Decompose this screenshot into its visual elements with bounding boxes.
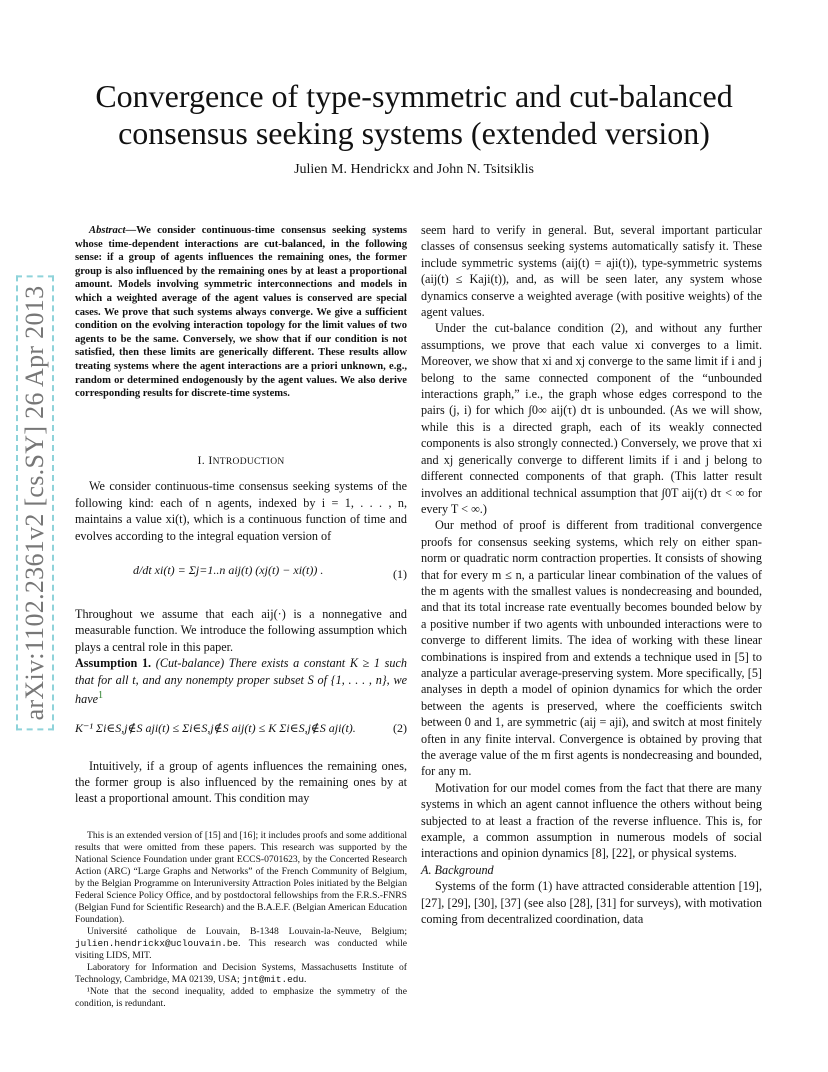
right-column	[421, 222, 762, 927]
footnote-funding: This is an extended version of [15] and [16]; it includes proofs and some additional results that were omitted from these papers. This research was supported by the National Science Foundation under grant ECCS-0701623, by the Concerted Research Action (ARC) “Large Graphs and Networks” of the French Community of Belgium, by the Belgian Programme on Interuniversity Attraction Poles initiated by the Belgian Federal Science Policy Office, and by postdoctoral fellowships from the F.R.S.-FNRS (Belgian Fund for Scientific Research) and the B.A.E.F. (Belgian American Education Foundation).	[75, 830, 407, 925]
abstract-text: —We consider continuous-time consensus seeking systems whose time-dependent interactions are cut-balanced, in the following sense: if a group of agents influences the remaining ones, the former group is also influenced by the remaining ones by at least a proportional amount. Models involving symmetric interconnections and models in which a weighted average of the agent values is conserved are special cases. We prove that such systems always converge. We give a sufficient condition on the evolving interaction topology for the limit values of two agents to be the same. Conversely, we show that if our condition is not satisfied, then these limits are generically different. These results allow treating systems where the agent interactions are a priori unknown, e.g., random or determined endogenously by the agent values. We also derive corresponding results for discrete-time systems.	[75, 225, 407, 400]
assumption-1	[75, 655, 407, 707]
section-introduction	[75, 452, 407, 807]
assumption-text: (Cut-balance) There exists a constant K ≥ 1 such that for all t, and any nonempty proper subset S of {1, . . . , n}, we have	[75, 656, 408, 707]
intro-paragraph-1: We consider continuous-time consensus seeking systems of the following kind: each of n agents, indexed by i = 1, . . . , n, maintains a value xi(t), which is a continuous function of time and evolves according to the integral equation version of	[75, 479, 407, 543]
footnote-marker[interactable]: 1	[98, 690, 104, 702]
right-paragraph-5: Systems of the form (1) have attracted considerable attention [19], [27], [29], [30], [37] (see also [28], [31] for surveys), with motivation coming from decentralized coordination, data	[421, 879, 762, 927]
footnote-affiliation-2: Laboratory for Information and Decision Systems, Massachusetts Institute of Technology, Cambridge, MA 02139, USA; jnt@mit.edu.	[75, 962, 407, 985]
right-paragraph-4: Motivation for our model comes from the fact that there are many systems in which an agent cannot influence the others without being subjected to at least a fraction of the reverse influence. This is, for example, a common assumption in numerous models of social interactions and opinion dynamics [8], [22], or physical systems.	[421, 780, 762, 861]
section-heading: I. INTRODUCTION	[197, 453, 285, 467]
equation-1-number: (1)	[393, 567, 407, 582]
right-paragraph-2: Under the cut-balance condition (2), and without any further assumptions, we prove that each value xi converges to a limit. Moreover, we show that xi and xj converge to the same limit if i and j belong to the same connected component of the “unbounded interactions graph,” i.e., the graph whose edges correspond to the pairs (j, i) for which ∫0∞ aij(τ) dτ is unbounded. (As we will show, while this is a directed graph, each of its weakly connected components is also strongly connected.) Conversely, we prove that xi and xj generically converge to different limits if i and j belong to different connected components of that graph. (This latter result involves an additional technical assumption that ∫0T aij(τ) dτ < ∞ for every T < ∞.)	[421, 321, 762, 516]
intro-paragraph-2: Throughout we assume that each aij(·) is a nonnegative and measurable function. We introduce the following assumption which plays a central role in this paper.	[75, 607, 407, 654]
paper-authors: Julien M. Hendrickx and John N. Tsitsiklis	[294, 162, 534, 177]
paper-title: Convergence of type-symmetric and cut-balanced consensus seeking systems (extended version)	[95, 78, 733, 151]
email-tsitsiklis[interactable]: jnt@mit.edu	[242, 974, 305, 985]
subsection-background: A. Background	[421, 862, 494, 877]
arxiv-stamp	[18, 268, 52, 738]
footnote-affiliation-1: Université catholique de Louvain, B-1348 Louvain-la-Neuve, Belgium; julien.hendrickx@uclouvain.be. This research was conducted while visiting LIDS, MIT.	[75, 926, 407, 961]
abstract	[75, 224, 407, 401]
equation-1-body: d/dt xi(t) = Σj=1..n aij(t) (xj(t) − xi(t)) .	[133, 563, 324, 578]
abstract-label: Abstract	[89, 225, 126, 236]
equation-1	[75, 552, 407, 598]
right-paragraph-3: Our method of proof is different from traditional convergence proofs for consensus seeking systems, which rely on either span-norm or quadratic norm contraction properties. It consists of showing that for every m ≤ n, a particular linear combination of the values of the m agents with the smallest values is nondecreasing and bounded, and that its total increase rate eventually becomes bounded below by a positive number if two agents with unbounded interactions were to converge to different limits. The idea of working with these linear combinations is inspired from and extends a technique used in [5] to analyze a particular average-preserving system. More specifically, [5] analyses in depth a model of opinion dynamics for which the order between the agents is preserved, where the coefficients switch between 0 and 1, are symmetric (aij = aji), and switch at most finitely often in any finite interval. Convergence is obtained by proving that the average value of the m first agents is nondecreasing and bounded, for any m.	[421, 518, 762, 779]
arxiv-stamp-text: arXiv:1102.2361v2 [cs.SY] 26 Apr 2013	[16, 276, 54, 731]
email-hendrickx[interactable]: julien.hendrickx@uclouvain.be	[75, 938, 239, 949]
equation-2-body: K⁻¹ Σi∈S,j∉S aji(t) ≤ Σi∈S,j∉S aij(t) ≤ K Σi∈S,j∉S aji(t).	[75, 720, 356, 735]
equation-2-number: (2)	[393, 720, 407, 735]
intro-paragraph-3: Intuitively, if a group of agents influences the remaining ones, the former group is also influenced by the remaining ones by at least a proportional amount. This condition may	[75, 758, 407, 806]
footnotes	[75, 830, 407, 1010]
assumption-label: Assumption 1.	[75, 656, 152, 671]
footnote-1: ¹Note that the second inequality, added to emphasize the symmetry of the condition, is redundant.	[75, 986, 407, 1009]
equation-2	[75, 714, 407, 752]
right-paragraph-1: seem hard to verify in general. But, several important particular classes of consensus seeking systems automatically satisfy it. These include symmetric systems (aij(t) = aji(t)), type-symmetric systems (aij(t) ≤ Kaji(t)), and, as will be seen later, any system whose dynamics conserve a weighted average (with positive weights) of the agent values.	[421, 223, 762, 320]
